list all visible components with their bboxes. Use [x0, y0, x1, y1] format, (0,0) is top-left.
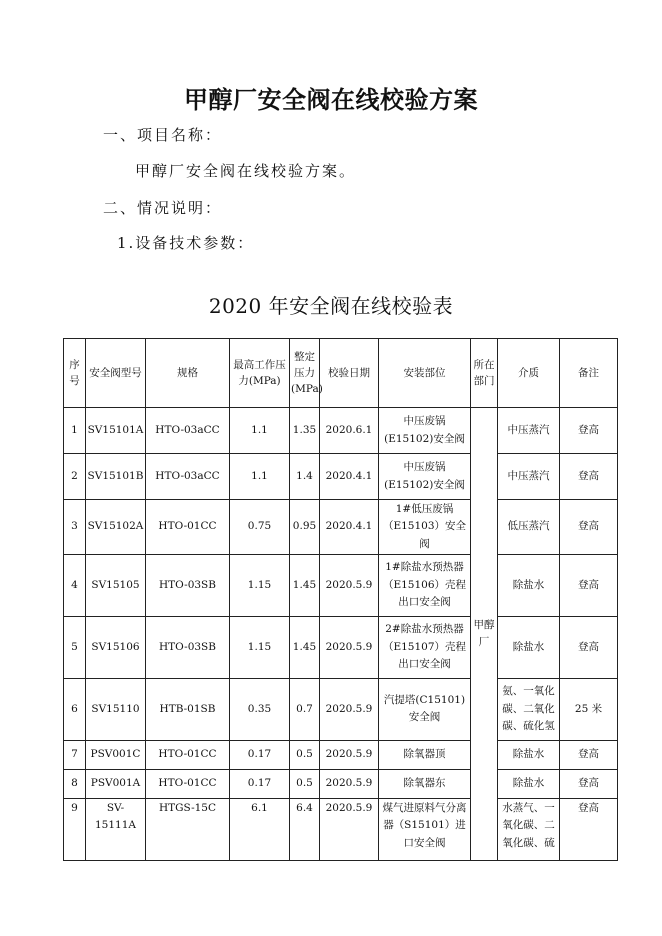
cell-location: 除氧器东 — [379, 769, 471, 798]
cell-seq: 3 — [64, 500, 86, 555]
cell-location: 中压废锅(E15102)安全阀 — [379, 408, 471, 454]
table-row — [64, 798, 618, 860]
cell-check-date: 2020.5.9 — [320, 740, 379, 769]
cell-medium: 除盐水 — [498, 554, 560, 616]
cell-seq: 7 — [64, 740, 86, 769]
table-row — [64, 678, 618, 740]
cell-max-pressure: 1.1 — [230, 454, 290, 500]
cell-location: 除氧器顶 — [379, 740, 471, 769]
cell-check-date: 2020.5.9 — [320, 769, 379, 798]
cell-max-pressure: 0.75 — [230, 500, 290, 555]
cell-seq: 5 — [64, 616, 86, 678]
cell-set-pressure: 1.45 — [290, 554, 320, 616]
table-row — [64, 616, 618, 678]
cell-check-date: 2020.5.9 — [320, 678, 379, 740]
section2-heading: 二、情况说明： — [103, 199, 223, 217]
table-row — [64, 500, 618, 555]
section1-heading: 一、项目名称： — [103, 126, 223, 144]
cell-medium: 除盐水 — [498, 616, 560, 678]
cell-max-pressure: 1.15 — [230, 616, 290, 678]
section1-body: 甲醇厂安全阀在线校验方案。 — [135, 162, 357, 180]
header-seq: 序号 — [64, 339, 86, 408]
cell-check-date: 2020.6.1 — [320, 408, 379, 454]
header-medium: 介质 — [498, 339, 560, 408]
cell-model: PSV001C — [86, 740, 146, 769]
cell-check-date: 2020.5.9 — [320, 616, 379, 678]
cell-location: 中压废锅(E15102)安全阀 — [379, 454, 471, 500]
cell-set-pressure: 0.5 — [290, 769, 320, 798]
cell-spec: HTO-03SB — [146, 616, 230, 678]
header-location: 安装部位 — [379, 339, 471, 408]
header-max-pressure: 最高工作压力(MPa) — [230, 339, 290, 408]
cell-model: PSV001A — [86, 769, 146, 798]
cell-set-pressure: 1.4 — [290, 454, 320, 500]
table-header-row — [64, 339, 618, 408]
cell-max-pressure: 1.1 — [230, 408, 290, 454]
cell-location: 1#除盐水预热器（E15106）壳程出口安全阀 — [379, 554, 471, 616]
cell-max-pressure: 0.17 — [230, 769, 290, 798]
cell-spec: HTO-01CC — [146, 740, 230, 769]
cell-set-pressure: 1.35 — [290, 408, 320, 454]
header-check-date: 校验日期 — [320, 339, 379, 408]
cell-model: SV15110 — [86, 678, 146, 740]
cell-remark: 登高 — [560, 616, 618, 678]
cell-medium: 低压蒸汽 — [498, 500, 560, 555]
cell-spec: HTO-03aCC — [146, 454, 230, 500]
cell-check-date: 2020.4.1 — [320, 454, 379, 500]
cell-remark: 登高 — [560, 454, 618, 500]
header-model: 安全阀型号 — [86, 339, 146, 408]
cell-location: 1#低压废锅（E15103）安全阀 — [379, 500, 471, 555]
cell-spec: HTB-01SB — [146, 678, 230, 740]
cell-set-pressure: 0.95 — [290, 500, 320, 555]
cell-remark: 登高 — [560, 554, 618, 616]
cell-location: 汽提塔(C15101)安全阀 — [379, 678, 471, 740]
cell-remark: 登高 — [560, 740, 618, 769]
cell-seq: 8 — [64, 769, 86, 798]
cell-spec: HTO-03aCC — [146, 408, 230, 454]
cell-seq: 9 — [64, 798, 86, 860]
table-title: 2020 年安全阀在线校验表 — [208, 294, 454, 318]
header-set-pressure: 整定压力(MPa) — [290, 339, 320, 408]
cell-location: 2#除盐水预热器（E15107）壳程出口安全阀 — [379, 616, 471, 678]
cell-medium: 水蒸气、一氧化碳、二氧化碳、硫 — [498, 798, 560, 860]
cell-medium: 中压蒸汽 — [498, 454, 560, 500]
cell-medium: 中压蒸汽 — [498, 408, 560, 454]
cell-medium: 氨、一氧化碳、二氧化碳、硫化氢 — [498, 678, 560, 740]
cell-medium: 除盐水 — [498, 740, 560, 769]
table-row — [64, 454, 618, 500]
cell-department: 甲醇厂 — [471, 408, 498, 861]
cell-set-pressure: 0.7 — [290, 678, 320, 740]
table-row — [64, 554, 618, 616]
cell-max-pressure: 0.17 — [230, 740, 290, 769]
cell-seq: 4 — [64, 554, 86, 616]
cell-check-date: 2020.5.9 — [320, 554, 379, 616]
cell-model: SV15101B — [86, 454, 146, 500]
table-row — [64, 408, 618, 454]
cell-check-date: 2020.4.1 — [320, 500, 379, 555]
cell-spec: HTO-01CC — [146, 500, 230, 555]
document-title: 甲醇厂安全阀在线校验方案 — [184, 86, 478, 114]
cell-model: SV15101A — [86, 408, 146, 454]
cell-model: SV15106 — [86, 616, 146, 678]
cell-set-pressure: 1.45 — [290, 616, 320, 678]
header-remark: 备注 — [560, 339, 618, 408]
cell-medium: 除盐水 — [498, 769, 560, 798]
cell-remark: 登高 — [560, 500, 618, 555]
cell-remark: 登高 — [560, 798, 618, 860]
cell-model: SV-15111A — [86, 798, 146, 860]
cell-spec: HTGS-15C — [146, 798, 230, 860]
cell-model: SV15102A — [86, 500, 146, 555]
cell-set-pressure: 6.4 — [290, 798, 320, 860]
cell-max-pressure: 6.1 — [230, 798, 290, 860]
cell-model: SV15105 — [86, 554, 146, 616]
cell-remark: 登高 — [560, 769, 618, 798]
header-spec: 规格 — [146, 339, 230, 408]
cell-spec: HTO-01CC — [146, 769, 230, 798]
cell-remark: 25 米 — [560, 678, 618, 740]
valve-inspection-table — [63, 338, 618, 861]
cell-check-date: 2020.5.9 — [320, 798, 379, 860]
cell-max-pressure: 1.15 — [230, 554, 290, 616]
cell-seq: 2 — [64, 454, 86, 500]
cell-max-pressure: 0.35 — [230, 678, 290, 740]
table-row — [64, 740, 618, 769]
cell-set-pressure: 0.5 — [290, 740, 320, 769]
cell-seq: 1 — [64, 408, 86, 454]
header-department: 所在部门 — [471, 339, 498, 408]
table-row — [64, 769, 618, 798]
cell-location: 煤气进原料气分离器（S15101）进口安全阀 — [379, 798, 471, 860]
cell-seq: 6 — [64, 678, 86, 740]
cell-remark: 登高 — [560, 408, 618, 454]
subsection1-heading: 1.设备技术参数： — [117, 234, 255, 252]
cell-spec: HTO-03SB — [146, 554, 230, 616]
